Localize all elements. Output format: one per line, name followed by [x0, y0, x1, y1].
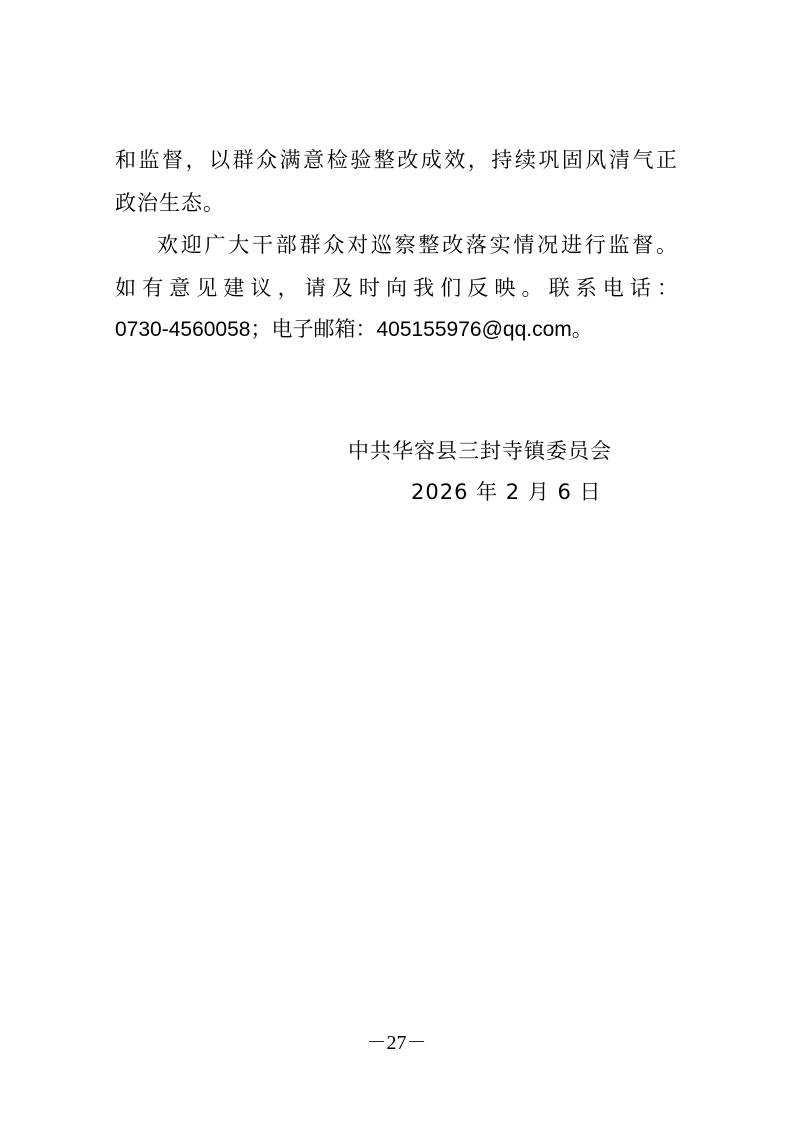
body-text-line: 如有意见建议，请及时向我们反映。联系电话： — [115, 276, 678, 300]
body-text-line: 和监督，以群众满意检验整改成效，持续巩固风清气正 — [115, 148, 678, 172]
body-text-line: 欢迎广大干部群众对巡察整改落实情况进行监督。 — [157, 233, 678, 257]
signature-date: 2026 年 2 月 6 日 — [411, 480, 602, 504]
body-text-line: 政治生态。 — [115, 191, 225, 215]
page-number: －27－ — [366, 1032, 427, 1054]
signature-organization: 中共华容县三封寺镇委员会 — [348, 439, 612, 463]
body-text-line: 0730-4560058；电子邮箱：405155976@qq.com。 — [115, 318, 593, 341]
